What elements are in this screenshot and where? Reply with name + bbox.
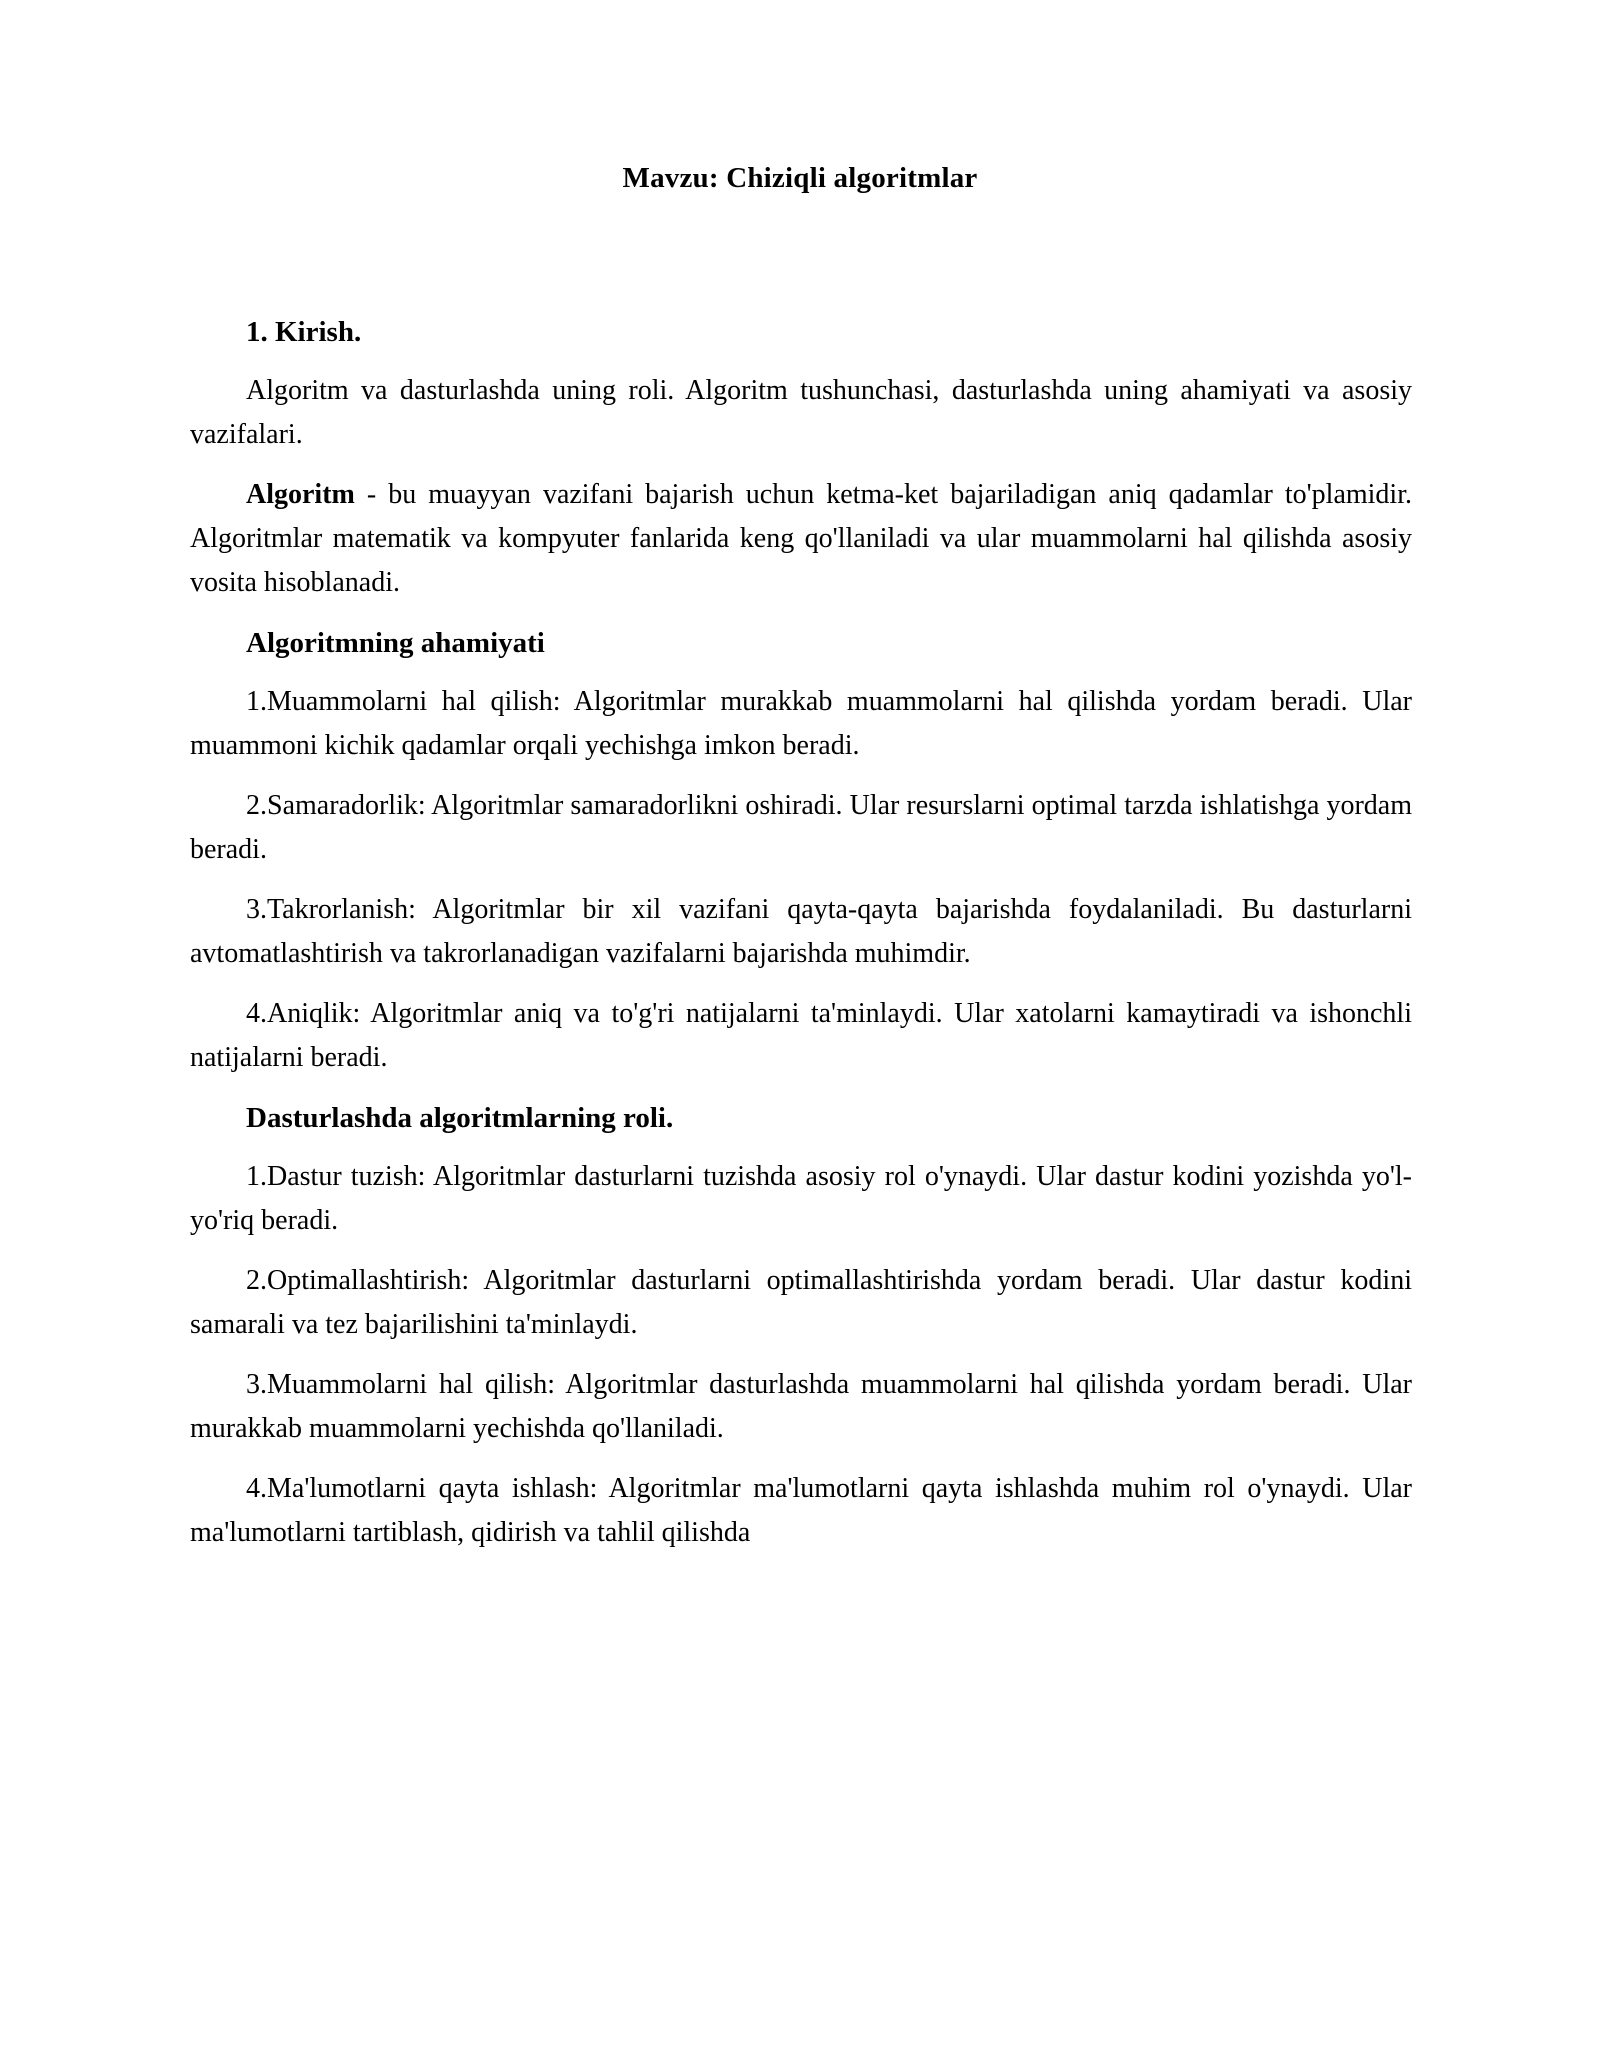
list-item-role-1: 1.Dastur tuzish: Algoritmlar dasturlarni tuzishda asosiy rol o'ynaydi. Ular dastur kodini yozishda yo'l-yo'riq beradi. (190, 1161, 1412, 1236)
paragraph-kirish-intro: Algoritm va dasturlashda uning roli. Algoritm tushunchasi, dasturlashda uning ahamiyati va asosiy vazifalari. (190, 375, 1412, 450)
definition-term: Algoritm (246, 479, 355, 510)
paragraph-algoritm-definition (190, 473, 1412, 605)
page-title: Mavzu: Chiziqli algoritmlar (622, 162, 978, 195)
section-heading-kirish: 1. Kirish. (246, 316, 362, 348)
list-item-importance-4: 4.Aniqlik: Algoritmlar aniq va to'g'ri natijalarni ta'minlaydi. Ular xatolarni kamaytiradi va ishonchli natijalarni beradi. (190, 998, 1412, 1073)
list-item-role-3: 3.Muammolarni hal qilish: Algoritmlar dasturlashda muammolarni hal qilishda yordam beradi. Ular murakkab muammolarni yechishda qo'llaniladi. (190, 1369, 1412, 1444)
list-item-importance-3: 3.Takrorlanish: Algoritmlar bir xil vazifani qayta-qayta bajarishda foydalaniladi. Bu dasturlarni avtomatlashtirish va takrorlanadigan vazifalarni bajarishda muhimdir. (190, 894, 1412, 969)
list-item-role-4: 4.Ma'lumotlarni qayta ishlash: Algoritmlar ma'lumotlarni qayta ishlashda muhim rol o'ynaydi. Ular ma'lumotlarni tartiblash, qidirish va tahlil qilishda (190, 1473, 1412, 1548)
list-item-importance-2: 2.Samaradorlik: Algoritmlar samaradorlikni oshiradi. Ular resurslarni optimal tarzda ishlatishga yordam beradi. (190, 790, 1412, 865)
definition-body: - bu muayyan vazifani bajarish uchun ketma-ket bajariladigan aniq qadamlar to'plamidir. Algoritmlar matematik va kompyuter fanlarida keng qo'llaniladi va ular muammolarni hal qilishda asosiy vosita hisoblanadi. (190, 479, 1412, 598)
document-body (190, 310, 1412, 1555)
section-heading-algoritmning-ahamiyati: Algoritmning ahamiyati (246, 627, 545, 659)
section-heading-dasturlashda-roli: Dasturlashda algoritmlarning roli. (246, 1102, 674, 1134)
list-item-importance-1: 1.Muammolarni hal qilish: Algoritmlar murakkab muammolarni hal qilishda yordam beradi. Ular muammoni kichik qadamlar orqali yechishga imkon beradi. (190, 686, 1412, 761)
list-item-role-2: 2.Optimallashtirish: Algoritmlar dasturlarni optimallashtirishda yordam beradi. Ular dastur kodini samarali va tez bajarilishini ta'minlaydi. (190, 1265, 1412, 1340)
